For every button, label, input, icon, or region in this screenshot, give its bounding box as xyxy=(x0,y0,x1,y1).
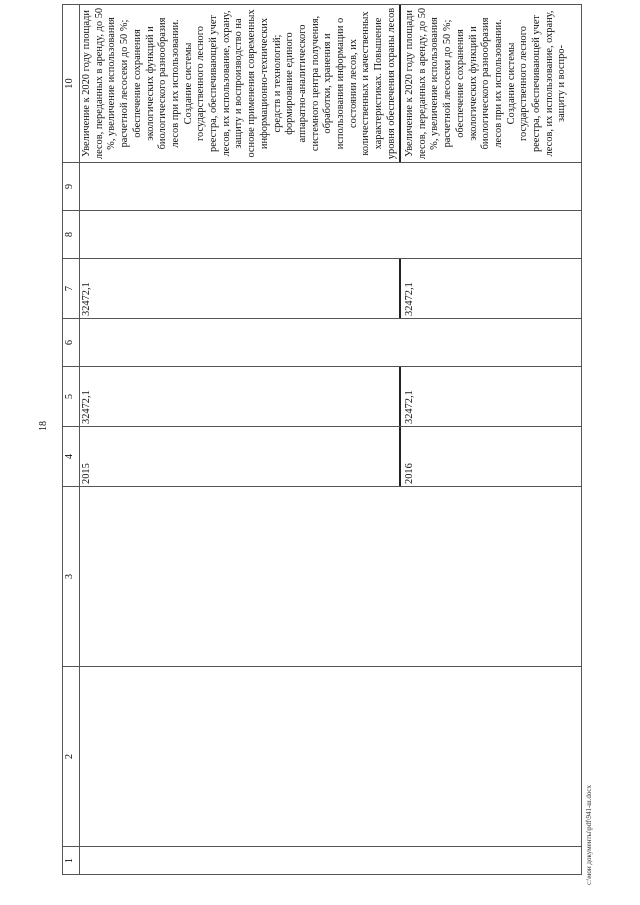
col-8-cell xyxy=(80,211,582,259)
row-separator xyxy=(399,259,401,318)
col10-2016-block xyxy=(404,7,569,160)
col-9-cell xyxy=(80,163,582,211)
col-1-cell xyxy=(80,847,582,875)
col5-2015-value: 32472,1 xyxy=(81,390,92,424)
year-2016: 2016 xyxy=(404,463,415,484)
page-number: 18 xyxy=(38,421,49,431)
year-2015: 2015 xyxy=(81,463,92,484)
col-header-4: 4 xyxy=(63,427,80,487)
rotated-table-wrapper xyxy=(62,5,582,875)
row-separator xyxy=(399,427,401,486)
col5-2016-value: 32472,1 xyxy=(404,390,415,424)
col5-2015-block xyxy=(81,369,399,424)
col-header-2: 2 xyxy=(63,667,80,847)
col-10-cell xyxy=(80,5,582,163)
year-2015-block xyxy=(81,429,399,484)
col5-2016-block xyxy=(404,369,417,424)
col-6-cell xyxy=(80,319,582,367)
col-5-cell xyxy=(80,367,582,427)
table-body-row xyxy=(80,5,582,875)
col-3-cell xyxy=(80,487,582,667)
col10-2016-text: Увеличение к 2020 году площади лесов, переданных в аренду, до 50 %, увеличение использования расчетной лесосеки до 50 %; обеспечение сохранения экологических функций и биологического разнообразия лесов при их использовании. Создание системы государственного лесного реестра, обеспечивающей учет лесов, их использование, охрану, защиту и воспро- xyxy=(404,7,568,160)
col7-2015-block xyxy=(81,261,399,316)
year-2016-block xyxy=(404,429,417,484)
col7-2015-value: 32472,1 xyxy=(81,282,92,316)
col-header-10: 10 xyxy=(63,5,80,163)
col-header-1: 1 xyxy=(63,847,80,875)
col7-2016-block xyxy=(404,261,417,316)
row-separator xyxy=(399,367,401,426)
col-header-9: 9 xyxy=(63,163,80,211)
col-header-7: 7 xyxy=(63,259,80,319)
col7-2016-value: 32472,1 xyxy=(404,282,415,316)
col-header-8: 8 xyxy=(63,211,80,259)
col10-2015-text: Увеличение к 2020 году площади лесов, переданных в аренду, до 50 %, увеличение использования расчетной лесосеки до 50 %; обеспечение сохранения экологических функций и биологического разнообразия лесов при их использовании. Создание системы государственного лесного реестра, обеспечивающей учет лесов, их использование, охрану, защиту и воспроизводство на основе применения современных информационно-технических средств и технологий; формирование единого аппаратно-аналитического системного центра получения, обработки, хранения и использования информации о состоянии лесов, их количественных и качественных характеристиках. Повышение уровня обеспечения охраны лесов xyxy=(81,7,397,160)
col-header-5: 5 xyxy=(63,367,80,427)
column-number-row xyxy=(63,5,80,875)
col10-2015-block xyxy=(81,7,399,160)
col-header-3: 3 xyxy=(63,487,80,667)
col-4-cell xyxy=(80,427,582,487)
col-header-6: 6 xyxy=(63,319,80,367)
col-2-cell xyxy=(80,667,582,847)
col-7-cell xyxy=(80,259,582,319)
file-path-footer: c:\мои документы\pdf\941-ш.docx xyxy=(585,784,593,885)
row-separator xyxy=(399,5,401,162)
program-table xyxy=(62,4,582,875)
